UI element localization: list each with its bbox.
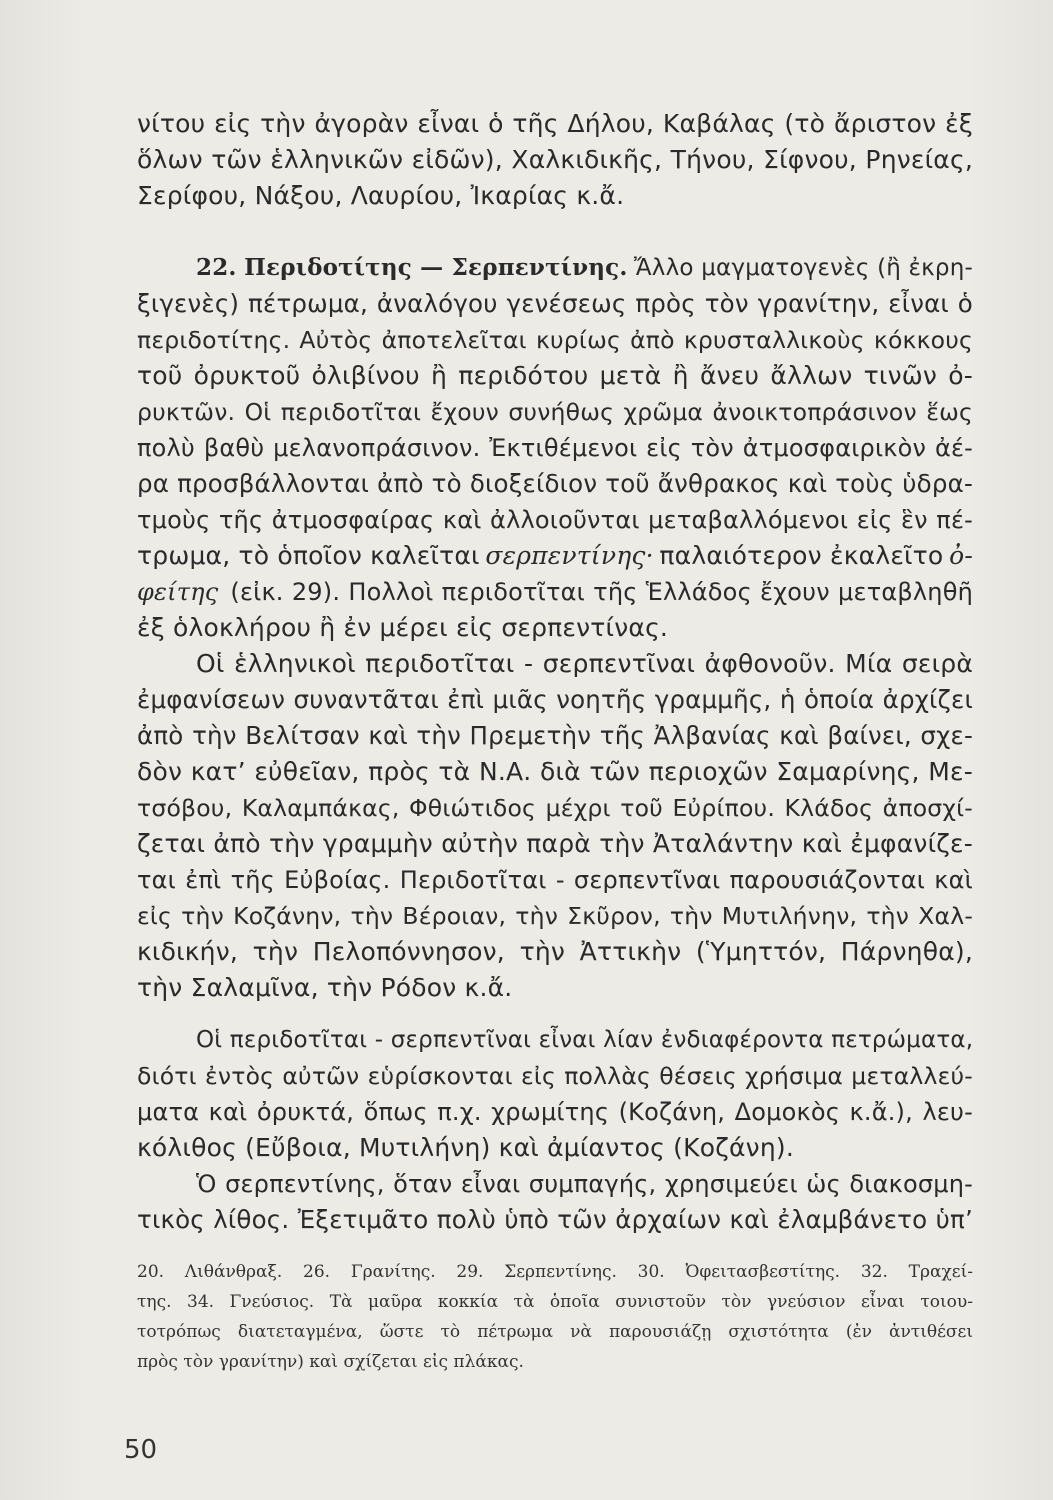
text-segment: παλαιότερον ἐκαλεῖτο	[659, 541, 944, 570]
page-number: 50	[124, 1435, 158, 1465]
text-line: ρα προσβάλλονται ἀπὸ τὸ διοξείδιον τοῦ ἄνθρακος καὶ τοὺς ὑδρα-	[137, 469, 973, 498]
text-segment: (εἰκ. 29). Πολλοὶ περιδοτῖται τῆς Ἑλλάδος ἔχουν μεταβληθῆ	[230, 578, 973, 606]
footnote-line: τοτρόπως διατεταγμένα, ὥστε τὸ πέτρωμα νὰ παρουσιάζῃ σχιστότητα (ἐν ἀντιθέσει	[137, 1322, 973, 1342]
text-line: ἐμφανίσεων συναντᾶται ἐπὶ μιᾶς νοητῆς γραμμῆς, ἡ ὁποία ἀρχίζει	[137, 685, 973, 714]
term-serpentine: σερπεντίνης·	[485, 541, 654, 570]
text-line: ἀπὸ τὴν Βελίτσαν καὶ τὴν Πρεμετὴν τῆς Ἀλβανίας καὶ βαίνει, σχε-	[137, 721, 973, 750]
term-ophite-end: φείτης	[137, 578, 219, 606]
text-line: πολὺ βαθὺ μελανοπράσινον. Ἐκτιθέμενοι εἰς τὸν ἀτμοσφαιρικὸν ἀέ-	[137, 434, 973, 462]
text-line: ται ἐπὶ τῆς Εὐβοίας. Περιδοτῖται - σερπεντῖναι παρουσιάζονται καὶ	[137, 866, 973, 894]
text-line: διότι ἐντὸς αὐτῶν εὑρίσκονται εἰς πολλὰς θέσεις χρήσιμα μεταλλεύ-	[137, 1062, 973, 1090]
text-line: νίτου εἰς τὴν ἀγορὰν εἶναι ὁ τῆς Δήλου, Καβάλας (τὸ ἄριστον ἐξ	[137, 109, 973, 138]
text-line: ζεται ἀπὸ τὴν γραμμὴν αὐτὴν παρὰ τὴν Ἀταλάντην καὶ ἐμφανίζε-	[137, 829, 973, 858]
text-line: κιδικήν, τὴν Πελοπόννησον, τὴν Ἀττικὴν (Ὑμηττόν, Πάρνηθα),	[137, 937, 973, 966]
text-line: τσόβου, Καλαμπάκας, Φθιώτιδος μέχρι τοῦ Εὐρίπου. Κλάδος ἀποσχί-	[137, 794, 973, 822]
term-ophite-start: ὀ-	[949, 541, 973, 570]
text-line: ρυκτῶν. Οἱ περιδοτῖται ἔχουν συνήθως χρῶμα ἀνοικτοπράσινον ἕως	[137, 398, 973, 426]
text-line: τικὸς λίθος. Ἐξετιμᾶτο πολὺ ὑπὸ τῶν ἀρχαίων καὶ ἐλαμβάνετο ὑπ’	[137, 1205, 973, 1234]
text-line: εἰς τὴν Κοζάνην, τὴν Βέροιαν, τὴν Σκῦρον, τὴν Μυτιλήνην, τὴν Χαλ-	[137, 902, 973, 930]
section-number: 22.	[196, 254, 237, 281]
text-line: τμοὺς τῆς ἀτμοσφαίρας καὶ ἀλλοιοῦνται μεταβαλλόμενοι εἰς ἓν πέ-	[137, 506, 973, 534]
text-line: ἐξ ὁλοκλήρου ἢ ἐν μέρει εἰς σερπεντίνας.	[137, 613, 669, 642]
text-line: δὸν κατ’ εὐθεῖαν, πρὸς τὰ Ν.Α. διὰ τῶν περιοχῶν Σαμαρίνης, Με-	[137, 757, 973, 786]
footnote-line: 20. Λιθάνθραξ. 26. Γρανίτης. 29. Σερπεντίνης. 30. Ὀφειτασβεστίτης. 32. Τραχεί-	[137, 1262, 973, 1282]
section-title: Περιδοτίτης — Σερπεντίνης.	[244, 254, 628, 281]
paragraph-first-line: Οἱ ἑλληνικοὶ περιδοτῖται - σερπεντῖναι ἀφθονοῦν. Μία σειρὰ	[196, 649, 973, 678]
paragraph-first-line: Ὁ σερπεντίνης, ὅταν εἶναι συμπαγής, χρησιμεύει ὡς διακοσμη-	[196, 1170, 973, 1198]
text-line: ὅλων τῶν ἑλληνικῶν εἰδῶν), Χαλκιδικῆς, Τήνου, Σίφνου, Ρηνείας,	[137, 145, 973, 174]
text-line: ξιγενὲς) πέτρωμα, ἀναλόγου γενέσεως πρὸς τὸν γρανίτην, εἶναι ὁ	[137, 289, 973, 318]
text-line: τὴν Σαλαμῖνα, τὴν Ρόδον κ.ἄ.	[137, 973, 513, 1002]
text-line: ματα καὶ ὀρυκτά, ὅπως π.χ. χρωμίτης (Κοζάνη, Δομοκὸς κ.ἄ.), λευ-	[137, 1098, 973, 1126]
section-heading-line	[196, 250, 973, 286]
footnote-line: της. 34. Γνεύσιος. Τὰ μαῦρα κοκκία τὰ ὁποῖα συνιστοῦν τὸν γνεύσιον εἶναι τοιου-	[137, 1292, 973, 1312]
text-line: Σερίφου, Νάξου, Λαυρίου, Ἰκαρίας κ.ἄ.	[137, 181, 625, 210]
text-line: κόλιθος (Εὔβοια, Μυτιλήνη) καὶ ἀμίαντος (Κοζάνη).	[137, 1133, 794, 1162]
text-line-with-term	[137, 574, 973, 610]
text-line: τοῦ ὀρυκτοῦ ὀλιβίνου ἢ περιδότου μετὰ ἢ ἄνευ ἄλλων τινῶν ὀ-	[137, 361, 973, 390]
paragraph-first-line: Οἱ περιδοτῖται - σερπεντῖναι εἶναι λίαν ἐνδιαφέροντα πετρώματα,	[196, 1027, 974, 1053]
text-line: περιδοτίτης. Αὐτὸς ἀποτελεῖται κυρίως ἀπὸ κρυσταλλικοὺς κόκκους	[137, 326, 973, 354]
text-line-with-term	[137, 538, 973, 574]
text-segment: τρωμα, τὸ ὁποῖον καλεῖται	[137, 541, 480, 570]
text-line: Ἄλλο μαγματογενὲς (ἢ ἐκρη-	[633, 255, 973, 281]
footnote-line: πρὸς τὸν γρανίτην) καὶ σχίζεται εἰς πλάκας.	[137, 1352, 524, 1372]
